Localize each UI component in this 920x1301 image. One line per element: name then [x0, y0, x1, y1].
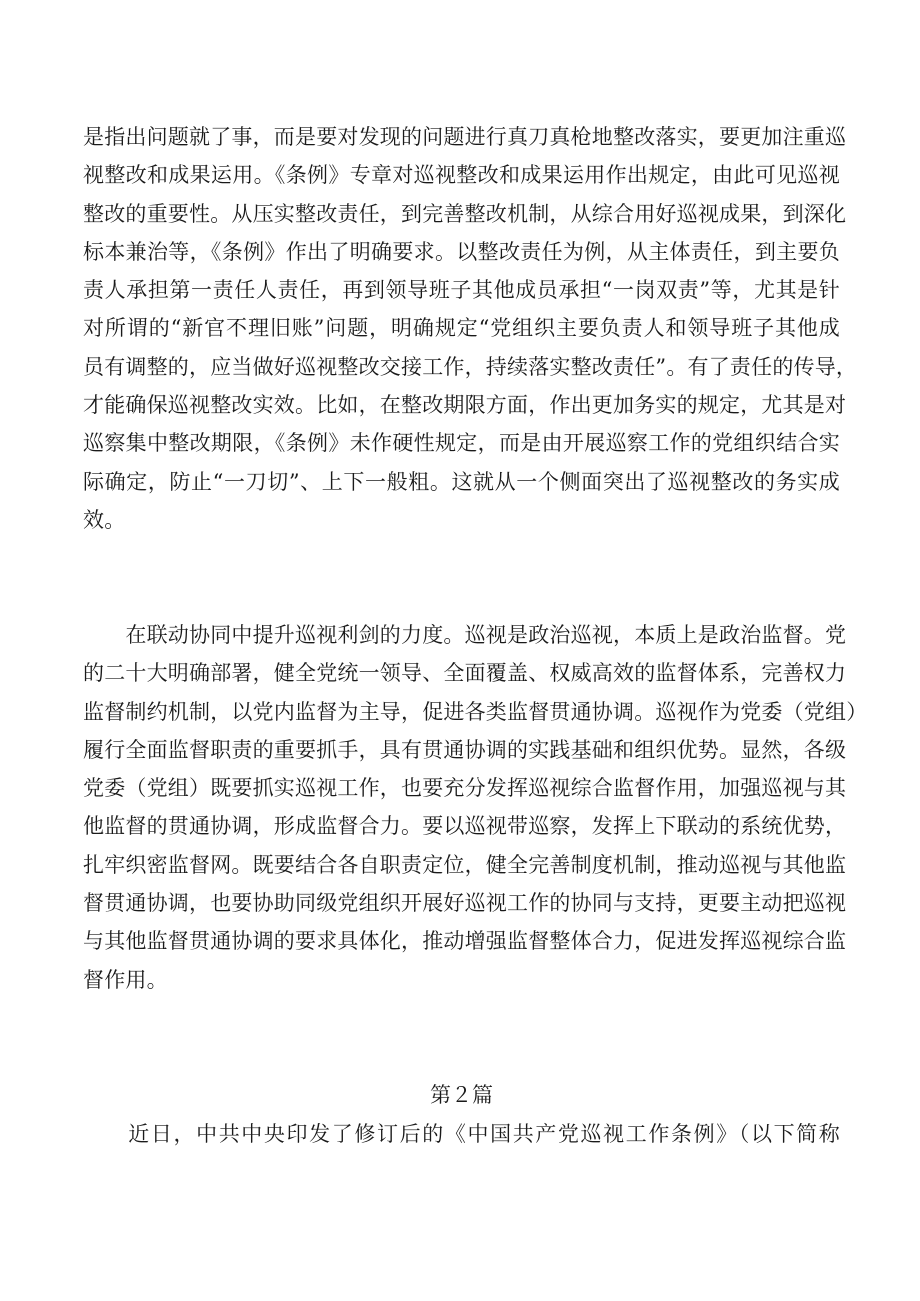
paragraph-line: 在联动协同中提升巡视利剑的力度。巡视是政治巡视，本质上是政治监督。党 — [83, 623, 847, 647]
paragraph-line: 督贯通协调，也要协助同级党组织开展好巡视工作的协同与支持，更要主动把巡视 — [83, 891, 847, 916]
paragraph-line: 才能确保巡视整改实效。比如，在整改期限方面，作出更加务实的规定，尤其是对 — [83, 393, 847, 418]
paragraph-line: 标本兼治等，《条例》作出了明确要求。以整改责任为例，从主体责任，到主要负 — [83, 239, 840, 264]
paragraph-1 — [83, 118, 858, 539]
paragraph-line: 视整改和成果运用。《条例》专章对巡视整改和成果运用作出规定，由此可见巡视 — [83, 163, 840, 188]
paragraph-3 — [83, 1115, 840, 1153]
paragraph-line: 员有调整的，应当做好巡视整改交接工作，持续落实整改责任”。有了责任的传导， — [83, 354, 858, 379]
paragraph-line: 扎牢织密监督网。既要结合各自职责定位，健全完善制度机制，推动巡视与其他监 — [83, 852, 847, 877]
paragraph-line: 的二十大明确部署，健全党统一领导、全面覆盖、权威高效的监督体系，完善权力 — [83, 661, 847, 686]
paragraph-line: 际确定，防止“一刀切”、上下一般粗。这就从一个侧面突出了巡视整改的务实成 — [83, 469, 840, 494]
paragraph-line: 效。 — [83, 507, 126, 532]
paragraph-line: 责人承担第一责任人责任，再到领导班子其他成员承担“一岗双责”等，尤其是针 — [83, 278, 840, 303]
paragraph-line: 是指出问题就了事，而是要对发现的问题进行真刀真枪地整改落实，要更加注重巡 — [83, 125, 847, 149]
paragraph-line: 履行全面监督职责的重要抓手，具有贯通协调的实践基础和组织优势。显然，各级 — [83, 737, 847, 762]
paragraph-line: 监督制约机制，以党内监督为主导，促进各类监督贯通协调。巡视作为党委（党组） — [83, 699, 868, 724]
paragraph-line: 整改的重要性。从压实整改责任，到完善整改机制，从综合用好巡视成果，到深化 — [83, 201, 847, 226]
paragraph-2 — [83, 616, 868, 999]
paragraph-line: 对所谓的“新官不理旧账”问题，明确规定“党组织主要负责人和领导班子其他成 — [83, 316, 840, 341]
paragraph-line: 与其他监督贯通协调的要求具体化，推动增强监督整体合力，促进发挥巡视综合监 — [83, 929, 847, 954]
paragraph-line: 党委（党组）既要抓实巡视工作，也要充分发挥巡视综合监督作用，加强巡视与其 — [83, 776, 847, 801]
section-heading: 第２篇 — [430, 1083, 493, 1107]
paragraph-line: 巡察集中整改期限，《条例》未作硬性规定，而是由开展巡察工作的党组织结合实 — [83, 431, 840, 456]
paragraph-line: 督作用。 — [83, 967, 168, 992]
paragraph-line: 他监督的贯通协调，形成监督合力。要以巡视带巡察，发挥上下联动的系统优势， — [83, 814, 847, 839]
paragraph-line: 近日，中共中央印发了修订后的《中国共产党巡视工作条例》（以下简称 — [83, 1122, 840, 1146]
